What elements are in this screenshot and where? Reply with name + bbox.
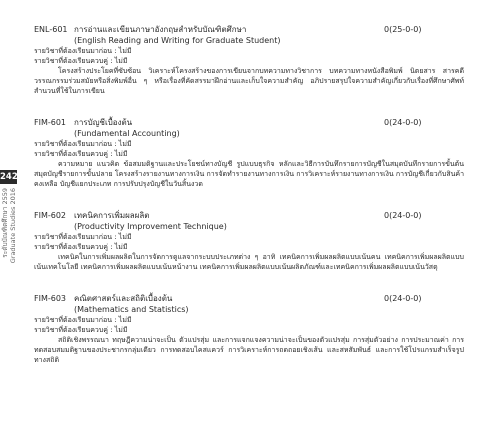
course-credits: 0(24-0-0): [384, 118, 422, 127]
course-corequisite: รายวิชาที่ต้องเรียนควบคู่ : ไม่มี: [34, 57, 128, 65]
course-prerequisite: รายวิชาที่ต้องเรียนมาก่อน : ไม่มี: [34, 233, 132, 241]
course-title-en: (Productivity Improvement Technique): [74, 222, 227, 231]
course-corequisite: รายวิชาที่ต้องเรียนควบคู่ : ไม่มี: [34, 243, 128, 251]
course-credits: 0(24-0-0): [384, 211, 422, 220]
course-entry: [34, 24, 464, 96]
course-title-th: เทคนิคการเพิ่มผลผลิต: [74, 211, 150, 220]
course-title-en: (Mathematics and Statistics): [74, 305, 189, 314]
course-title-th: คณิตศาสตร์และสถิติเบื้องต้น: [74, 294, 173, 303]
course-list: [34, 24, 464, 386]
course-description: เทคนิคในการเพิ่มผลผลิตในการจัดการดูแลจากระบบประเภทต่าง ๆ อาทิ เทคนิคการเพิ่มผลผลิตแบบเน้นคน เทคนิคการเพิ่มผลผลิตแบบเน้นเทคโนโลยี เทคนิคการเพิ่มผลผลิตแบบเน้นหน้างาน เทคนิคการเพิ่มผลผลิตแบบเน้นผลิตภัณฑ์และเทคนิคการเพิ่มผลผลิตแบบเน้นวัสดุ: [34, 253, 464, 271]
course-corequisite: รายวิชาที่ต้องเรียนควบคู่ : ไม่มี: [34, 326, 128, 334]
course-title-en: (Fundamental Accounting): [74, 129, 180, 138]
course-entry: [34, 293, 464, 365]
course-description: สถิติเชิงพรรณนา ทฤษฎีความน่าจะเป็น ตัวแปรสุ่ม และการแจกแจงความน่าจะเป็นของตัวแปรสุ่ม การสุ่มตัวอย่าง การประมาณค่า การทดสอบสมมติฐานของประชากรกลุ่มเดียว การทดสอบไคสแควร์ การวิเคราะห์การถดถอยเชิงเส้น และสหสัมพันธ์ และการใช้โปรแกรมสำเร็จรูปทางสถิติ: [34, 336, 464, 364]
course-code: ENL-601: [34, 25, 68, 34]
course-title-th: การบัญชีเบื้องต้น: [74, 118, 133, 127]
page-number: 242: [0, 172, 18, 182]
course-entry: [34, 210, 464, 272]
course-description: ความหมาย แนวคิด ข้อสมมติฐานและประโยชน์ทางบัญชี รูปแบบธุรกิจ หลักและวิธีการบันทึกรายการบัญชีในสมุดบันทึกรายการขั้นต้น สมุดบัญชีรายการขั้นปลาย โครงสร้างรายงานทางการเงิน การจัดทำรายงานทางการเงิน การวิเคราะห์รายงานทางการเงิน การบัญชีเกี่ยวกับสินค้าคงเหลือ บัญชีแยกประเภท การปรับปรุงบัญชีในวันสิ้นงวด: [34, 160, 465, 188]
course-corequisite: รายวิชาที่ต้องเรียนควบคู่ : ไม่มี: [34, 150, 128, 158]
course-prerequisite: รายวิชาที่ต้องเรียนมาก่อน : ไม่มี: [34, 316, 132, 324]
course-prerequisite: รายวิชาที่ต้องเรียนมาก่อน : ไม่มี: [34, 47, 132, 55]
course-entry: [34, 117, 464, 189]
course-code: FIM-601: [34, 118, 67, 127]
course-prerequisite: รายวิชาที่ต้องเรียนมาก่อน : ไม่มี: [34, 140, 132, 148]
course-title-th: การอ่านและเขียนภาษาอังกฤษสำหรับบัณฑิตศึกษา: [74, 25, 247, 34]
course-code: FIM-602: [34, 211, 67, 220]
course-credits: 0(24-0-0): [384, 294, 422, 303]
course-title-en: (English Reading and Writing for Graduate Student): [74, 36, 281, 45]
sidebar: [0, 170, 17, 300]
sidebar-section-sublabel: Graduate Studies 2016: [9, 188, 17, 264]
course-code: FIM-603: [34, 294, 67, 303]
sidebar-section-label: ระดับบัณฑิตศึกษา 2559: [1, 188, 9, 258]
course-description: โครงสร้างประโยคที่ซับซ้อน วิเคราะห์โครงสร้างของการเขียนจากบทความทางวิชาการ บทความทางหนังสือพิมพ์ นิตยสาร สารคดี วรรณกรรมร่วมสมัยหรือสิ่งพิมพ์อื่น ๆ หรือเรื่องที่คัดสรรมาฝึกอ่านและเก็บใจความสำคัญ อภิปรายสรุปใจความสำคัญเกี่ยวกับเรื่องที่ศึกษาศัพท์ สำนวนที่ใช้ในการเขียน: [34, 67, 464, 95]
course-credits: 0(25-0-0): [384, 25, 422, 34]
